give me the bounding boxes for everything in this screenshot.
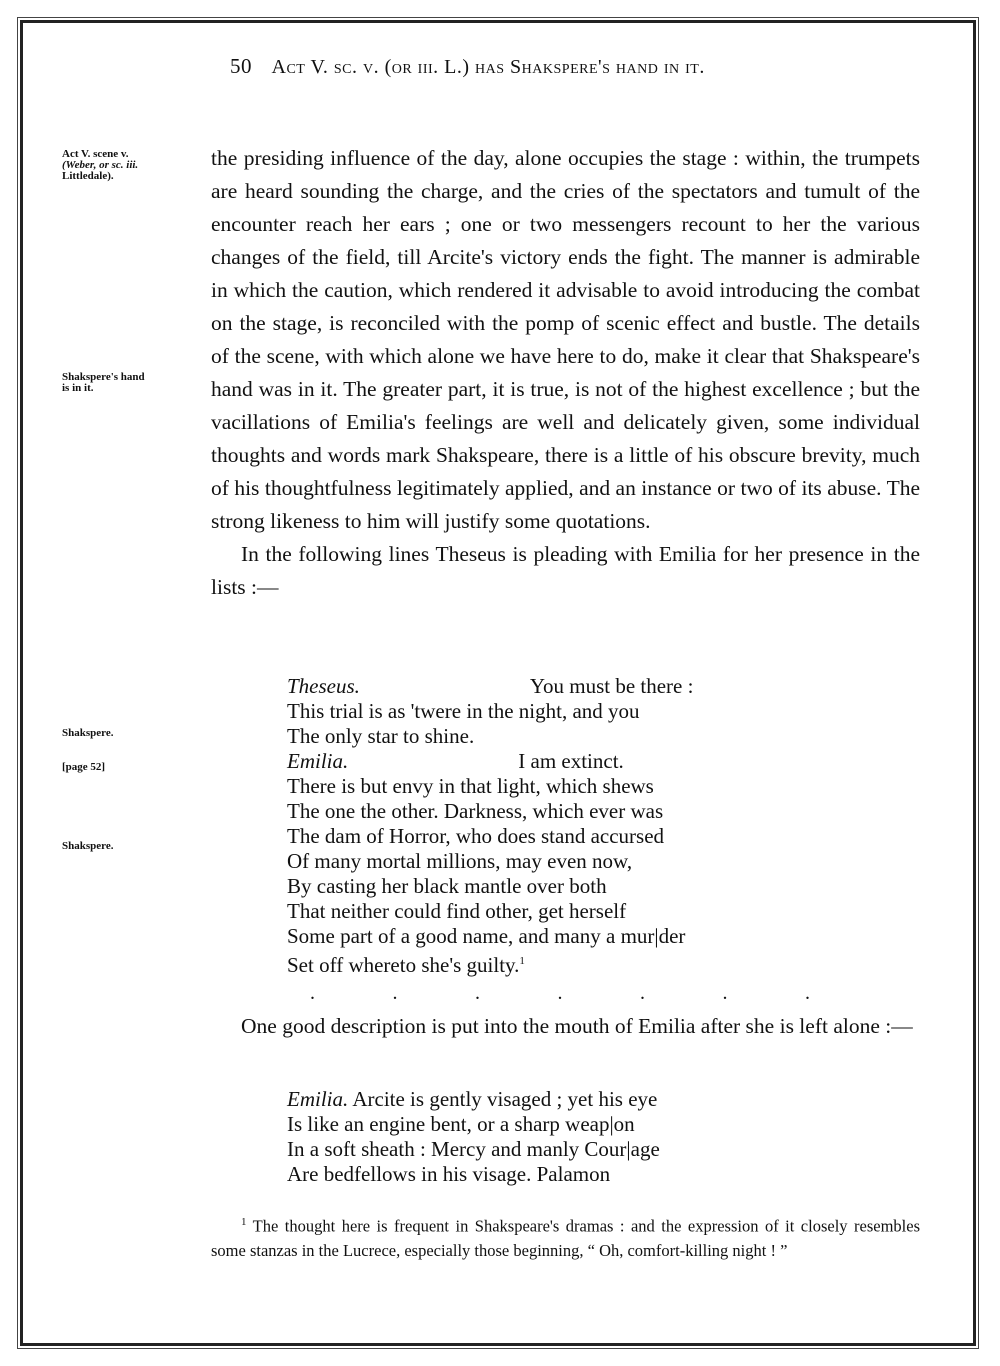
verse-line: The dam of Horror, who does stand accursed (287, 824, 665, 848)
paragraph: In the following lines Theseus is pleading with Emilia for her presence in the lists :— (211, 542, 920, 599)
running-header (230, 54, 705, 79)
margin-line: Act V. scene v. (62, 148, 129, 160)
verse-line: I am extinct. (518, 749, 624, 773)
speaker: Theseus. (287, 674, 360, 698)
verse-line: This trial is as 'twere in the night, and you (287, 699, 640, 723)
body-text (211, 1010, 920, 1043)
paragraph: the presiding influence of the day, alone occupies the stage : within, the trumpets are heard sounding the charge, and the cries of the spectators and tumult of the encounter reach her ears ; one or two messengers recount to her the various changes of the field, till Arcite's victory ends the fight. The manner is admirable in which the caution, which rendered it advisable to avoid introducing the combat on the stage, is reconciled with the pomp of scenic effect and bustle. The details of the scene, with which alone we have here to do, make it clear that Shakspeare's hand was in it. The greater part, it is true, is not of the highest excellence ; but the vacillations of Emilia's feelings are well and delicately given, some individual thoughts and words mark Shakspeare, there is a little of his obscure brevity, much of his thoughtfulness legitimately applied, and an instance or two of its abuse. The strong likeness to him will justify some quotations. (211, 146, 920, 533)
footnote (211, 1210, 920, 1263)
verse-line: Some part of a good name, and many a mur|der (287, 924, 686, 948)
margin-line: (Weber, or sc. iii. (62, 159, 139, 171)
page-number: 50 (230, 54, 252, 78)
margin-note-shakspere: Shakspere. (62, 840, 114, 852)
margin-note-hand (62, 372, 202, 394)
margin-note-page: [page 52] (62, 761, 106, 773)
margin-line: Shakspere's hand (62, 371, 145, 383)
body-text (211, 142, 920, 604)
verse-line: By casting her black mantle over both (287, 874, 607, 898)
ellipsis-dots: . . . . . . . (310, 982, 810, 1004)
verse-line: Set off whereto she's guilty. (287, 953, 520, 977)
verse-line: In a soft sheath : Mercy and manly Cour|age (287, 1137, 660, 1161)
verse-quotation (287, 674, 693, 978)
margin-line: is in it. (62, 382, 94, 394)
verse-line: Are bedfellows in his visage. Palamon (287, 1162, 611, 1186)
verse-line: The only star to shine. (287, 724, 475, 748)
verse-line: There is but envy in that light, which shews (287, 774, 654, 798)
verse-line: Arcite is gently visaged ; yet his eye (348, 1087, 658, 1111)
verse-line: That neither could find other, get herself (287, 899, 627, 923)
margin-note-act (62, 149, 202, 182)
footnote-reference[interactable]: 1 (519, 955, 525, 967)
margin-note-shakspere: Shakspere. (62, 727, 114, 739)
header-title: Act V. sc. v. (or iii. L.) has Shakspere's hand in it. (271, 56, 705, 78)
verse-line: Of many mortal millions, may even now, (287, 849, 633, 873)
verse-line: The one the other. Darkness, which ever was (287, 799, 664, 823)
margin-line: Littledale). (62, 170, 114, 182)
footnote-marker: 1 (241, 1216, 247, 1228)
paragraph: One good description is put into the mouth of Emilia after she is left alone :— (241, 1014, 913, 1038)
verse-line: You must be there : (529, 674, 694, 698)
verse-line: Is like an engine bent, or a sharp weap|on (287, 1112, 635, 1136)
speaker: Emilia. (287, 749, 349, 773)
verse-quotation (287, 1087, 660, 1187)
footnote-text: The thought here is frequent in Shakspeare's dramas : and the expression of it closely resembles some stanzas in the Lucrece, especially those beginning, “ Oh, comfort-killing night ! ” (211, 1216, 920, 1260)
speaker: Emilia. (287, 1087, 349, 1111)
